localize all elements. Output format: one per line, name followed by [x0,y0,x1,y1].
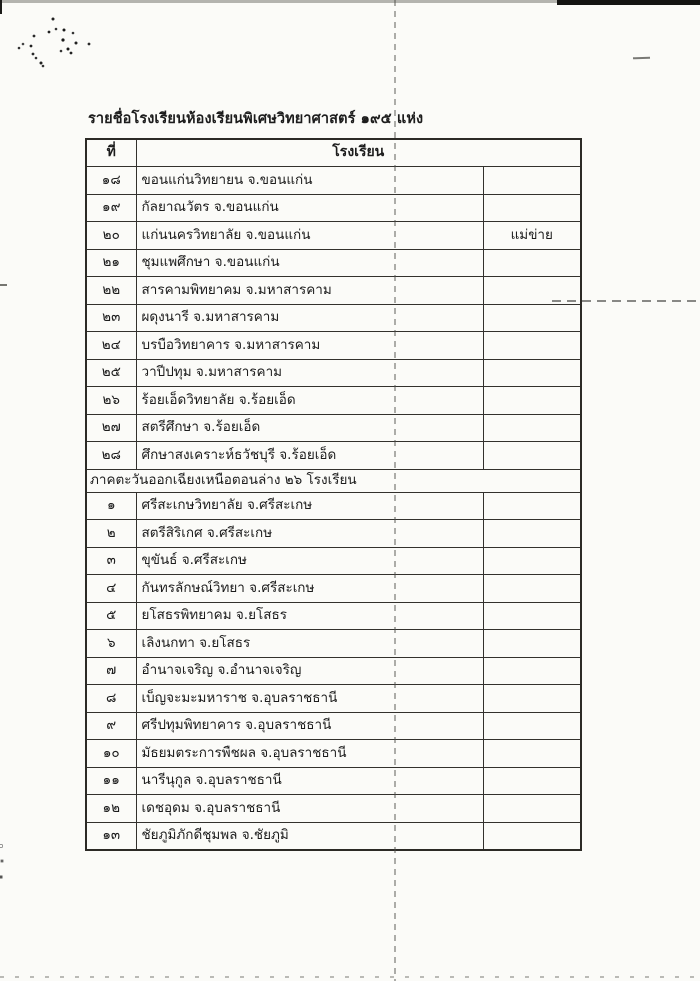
school-name: ศรีปทุมพิทยาคาร จ.อุบลราชธานี [136,712,483,740]
row-note [483,304,581,332]
row-note [483,414,581,442]
scan-fold-line [394,0,396,981]
table-row [86,332,581,360]
page-title: รายชื่อโรงเรียนห้องเรียนพิเศษวิทยาศาสตร์ ๑๙๕ แห่ง [88,111,424,127]
row-note [483,795,581,823]
table-row [86,520,581,548]
row-note: แม่ข่าย [483,222,581,250]
table-row [86,602,581,630]
table-row [86,194,581,222]
table-row [86,222,581,250]
row-no: ๒๕ [86,359,136,387]
school-name: ร้อยเอ็ดวิทยาลัย จ.ร้อยเอ็ด [136,387,483,415]
row-note [483,249,581,277]
table-row [86,277,581,305]
school-name: ศรีสะเกษวิทยาลัย จ.ศรีสะเกษ [136,492,483,520]
table-row [86,414,581,442]
scan-dash-artifact [633,57,650,60]
school-name: กันทรลักษณ์วิทยา จ.ศรีสะเกษ [136,575,483,603]
section-row [86,469,581,492]
row-no: ๓ [86,547,136,575]
row-no: ๕ [86,602,136,630]
row-note [483,602,581,630]
scan-dash-artifact [0,284,7,286]
school-name: วาปีปทุม จ.มหาสารคาม [136,359,483,387]
row-note [483,740,581,768]
row-note [483,359,581,387]
table-row [86,795,581,823]
school-name: เลิงนกทา จ.ยโสธร [136,630,483,658]
row-note [483,387,581,415]
school-name: กัลยาณวัตร จ.ขอนแก่น [136,194,483,222]
row-note [483,332,581,360]
row-no: ๒๔ [86,332,136,360]
scan-top-edge-black [557,0,700,5]
school-name: ขอนแก่นวิทยายน จ.ขอนแก่น [136,167,483,195]
row-no: ๙ [86,712,136,740]
row-note [483,767,581,795]
row-note [483,547,581,575]
row-no: ๘ [86,685,136,713]
row-note [483,167,581,195]
row-no: ๒ [86,520,136,548]
table-row [86,575,581,603]
row-no: ๔ [86,575,136,603]
scan-dash-artifact [552,300,698,302]
row-no: ๑๘ [86,167,136,195]
school-name: มัธยมตระการพืชผล จ.อุบลราชธานี [136,740,483,768]
school-name: เดชอุดม จ.อุบลราชธานี [136,795,483,823]
column-header-school: โรงเรียน [136,139,581,167]
school-name: อำนาจเจริญ จ.อำนาจเจริญ [136,657,483,685]
table-row [86,712,581,740]
school-table-body [86,167,581,851]
row-no: ๒๐ [86,222,136,250]
row-no: ๑ [86,492,136,520]
row-no: ๒๖ [86,387,136,415]
school-name: เบ็ญจะมะมหาราช จ.อุบลราชธานี [136,685,483,713]
scan-top-edge-gray [0,0,562,3]
table-row [86,304,581,332]
table-row [86,387,581,415]
row-no: ๖ [86,630,136,658]
table-row [86,767,581,795]
table-row [86,657,581,685]
school-name: ศึกษาสงเคราะห์ธวัชบุรี จ.ร้อยเอ็ด [136,442,483,470]
scan-dash-artifact [0,845,2,847]
row-note [483,575,581,603]
scan-speckles [0,0,2,2]
scan-bottom-dotted-line [0,976,700,978]
row-note [483,520,581,548]
table-row [86,547,581,575]
school-name: สารคามพิทยาคม จ.มหาสารคาม [136,277,483,305]
school-table [85,138,582,851]
table-row [86,359,581,387]
row-no: ๑๑ [86,767,136,795]
table-row [86,492,581,520]
school-name: ขุขันธ์ จ.ศรีสะเกษ [136,547,483,575]
row-no: ๒๑ [86,249,136,277]
school-name: ผดุงนารี จ.มหาสารคาม [136,304,483,332]
table-row [86,167,581,195]
table-row [86,442,581,470]
row-note [483,822,581,850]
row-note [483,630,581,658]
school-name: แก่นนครวิทยาลัย จ.ขอนแก่น [136,222,483,250]
school-name: ชัยภูมิภักดีชุมพล จ.ชัยภูมิ [136,822,483,850]
row-no: ๒๒ [86,277,136,305]
row-note [483,712,581,740]
row-no: ๑๓ [86,822,136,850]
school-name: สตรีสิริเกศ จ.ศรีสะเกษ [136,520,483,548]
table-row [86,822,581,850]
table-row [86,630,581,658]
section-label: ภาคตะวันออกเฉียงเหนือตอนล่าง ๒๖ โรงเรียน [86,469,581,492]
school-name: นารีนุกูล จ.อุบลราชธานี [136,767,483,795]
table-row [86,740,581,768]
scan-corner-mark [0,0,2,14]
table-header-row [86,139,581,167]
school-name: ชุมแพศึกษา จ.ขอนแก่น [136,249,483,277]
column-header-no: ที่ [86,139,136,167]
row-note [483,442,581,470]
row-note [483,685,581,713]
row-note [483,657,581,685]
row-no: ๗ [86,657,136,685]
school-name: บรบือวิทยาคาร จ.มหาสารคาม [136,332,483,360]
table-row [86,249,581,277]
row-no: ๒๗ [86,414,136,442]
row-no: ๑๒ [86,795,136,823]
row-note [483,492,581,520]
row-no: ๒๘ [86,442,136,470]
row-no: ๒๓ [86,304,136,332]
school-name: สตรีศึกษา จ.ร้อยเอ็ด [136,414,483,442]
row-no: ๑๙ [86,194,136,222]
row-no: ๑๐ [86,740,136,768]
row-note [483,194,581,222]
school-name: ยโสธรพิทยาคม จ.ยโสธร [136,602,483,630]
table-row [86,685,581,713]
